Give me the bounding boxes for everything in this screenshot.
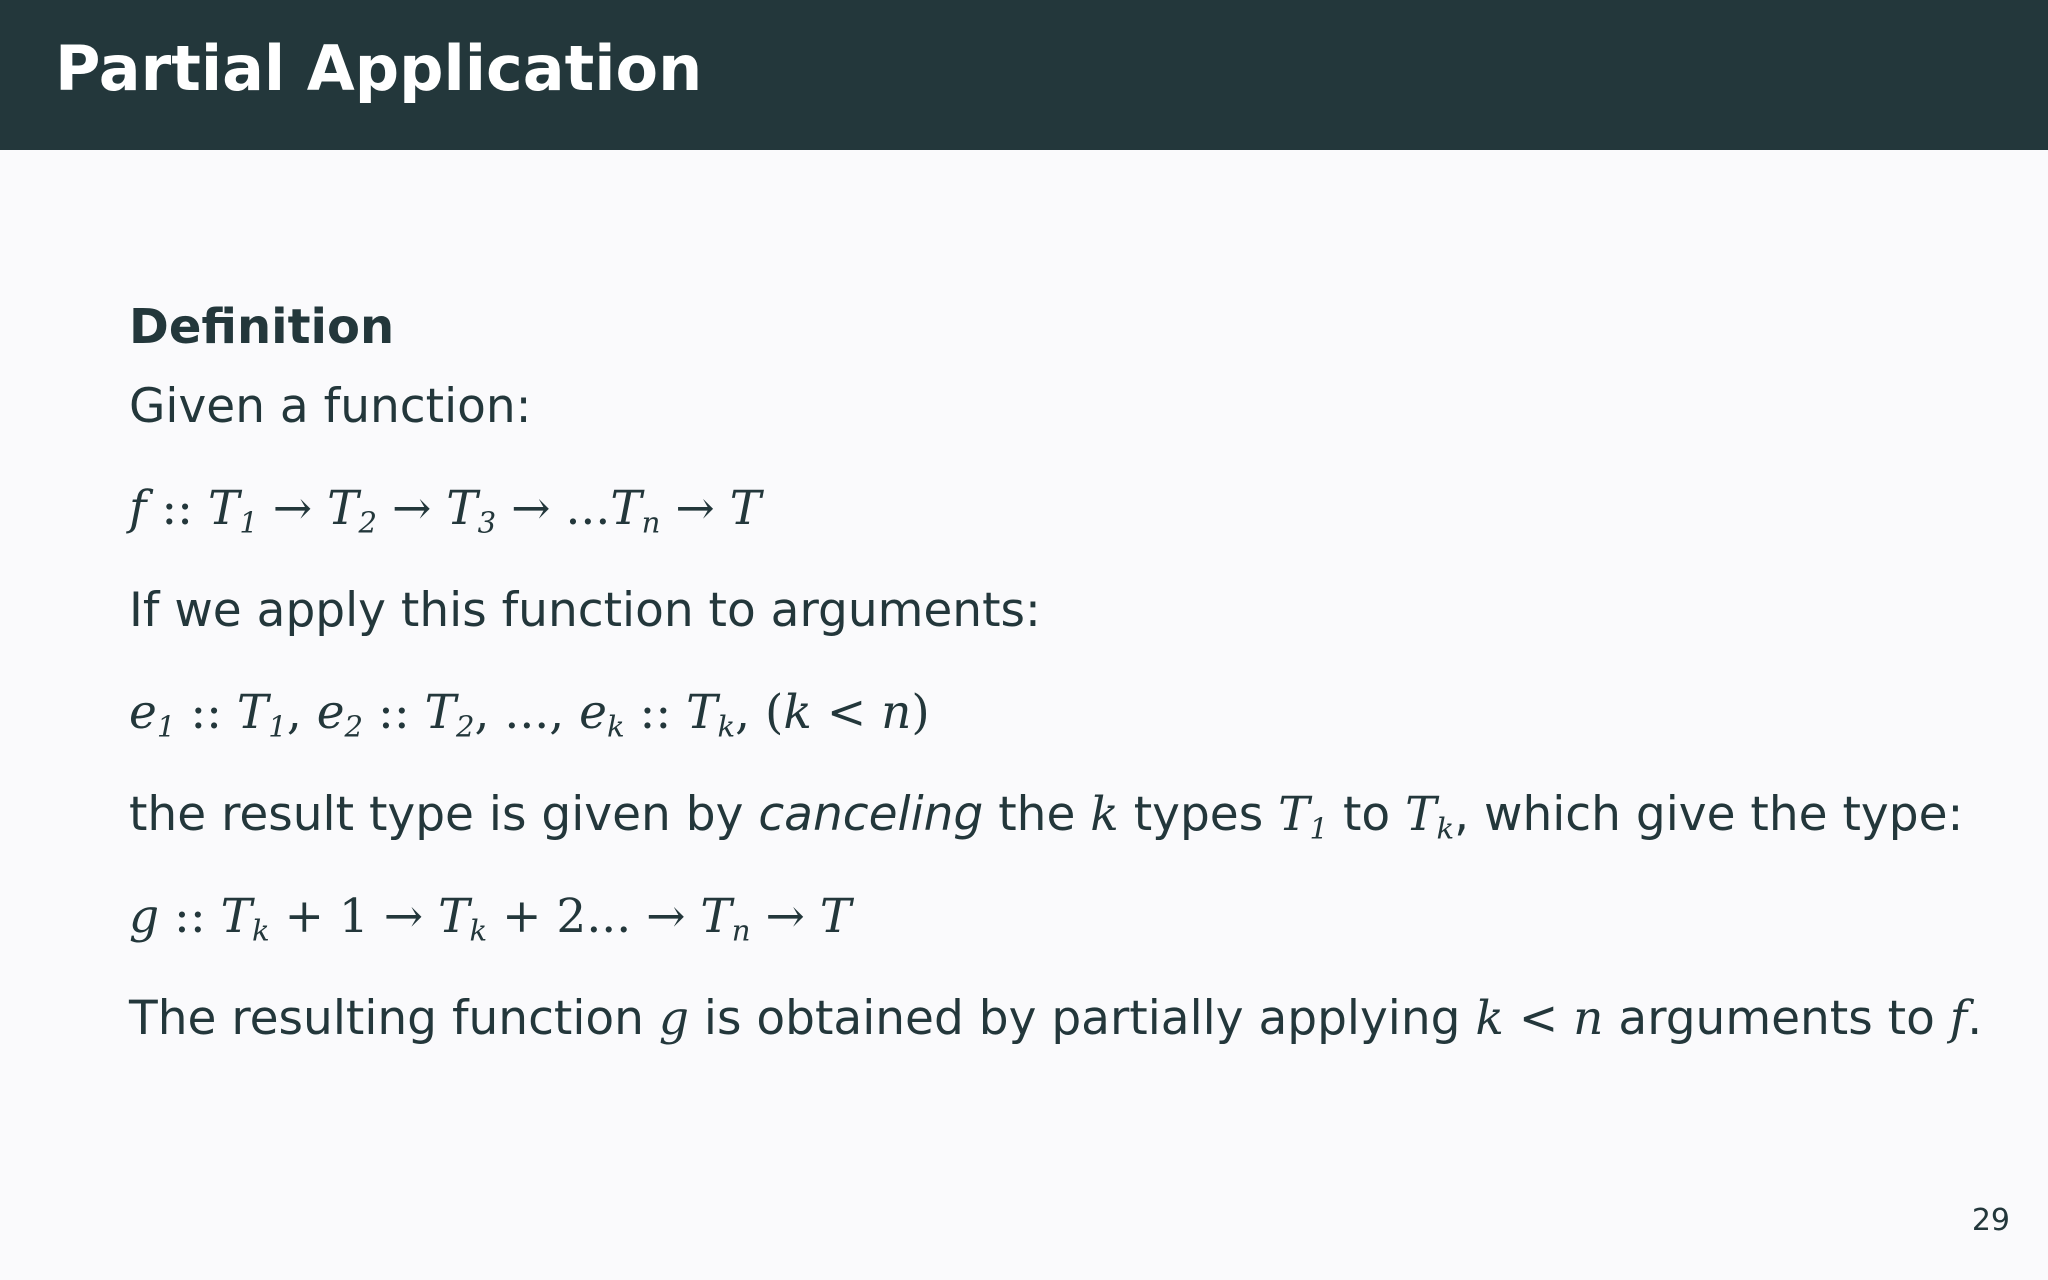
text-result-type: the result type is given by canceling the k types $T_1$ to $T_k$, which give the type: bbox=[129, 787, 1964, 846]
text-resulting-function: The resulting function g is obtained by partially applying k < n arguments to f. bbox=[129, 991, 1983, 1046]
text-canceling: canceling bbox=[758, 787, 984, 842]
formula-f-signature: f :: $T_1 \to T_2 \to T_3 \to ...T_n \to T$ bbox=[129, 481, 762, 540]
title-bar bbox=[0, 0, 2048, 150]
formula-arguments: $e_1$ :: $T_1$, $e_2$ :: $T_2$, ..., $e_k$ :: $T_k$, (k < n) bbox=[129, 685, 930, 744]
text-result-type-start: the result type is given by bbox=[129, 787, 759, 842]
definition-block bbox=[129, 296, 1983, 1050]
definition-heading: Definition bbox=[129, 299, 395, 355]
formula-g-signature: g :: $T_k + 1 \to T_k + 2$... → $T_n \to T$ bbox=[129, 889, 852, 948]
page-number: 29 bbox=[1971, 1203, 2010, 1238]
slide-title: Partial Application bbox=[55, 32, 703, 105]
text-given-function: Given a function: bbox=[129, 379, 532, 434]
text-apply-arguments: If we apply this function to arguments: bbox=[129, 583, 1041, 638]
